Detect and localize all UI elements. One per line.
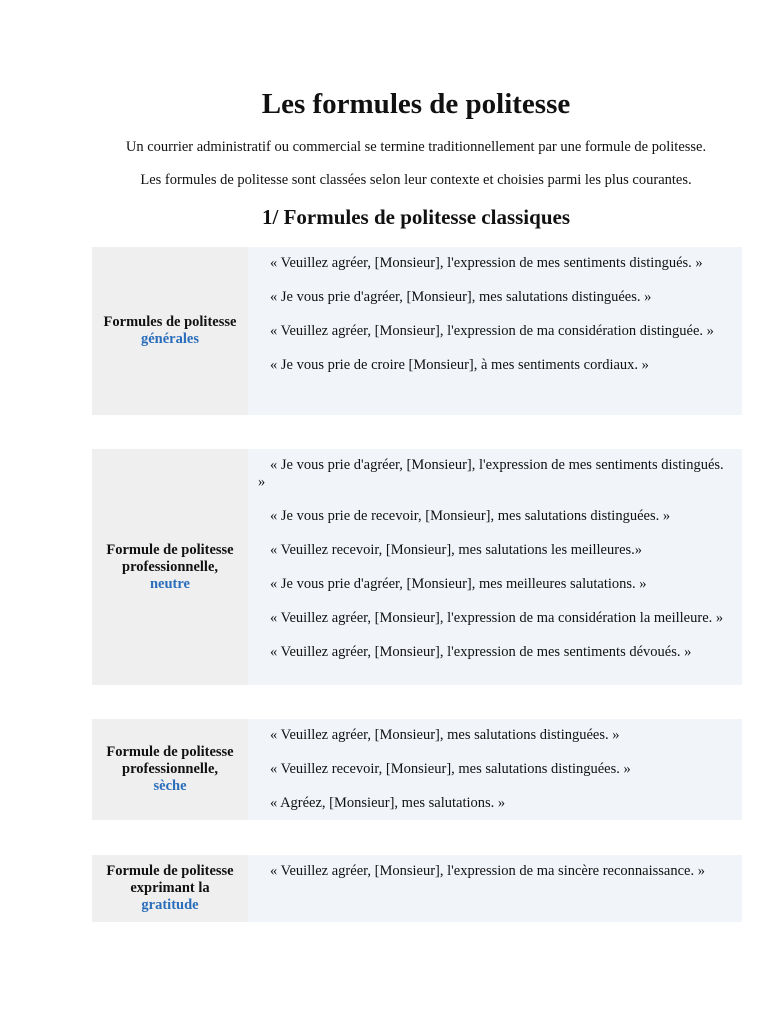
formula-item: « Je vous prie de croire [Monsieur], à mes sentiments cordiaux. »: [270, 357, 649, 373]
formulas-list: [248, 855, 742, 922]
formula-block-gratitude: [92, 855, 742, 922]
block-label-accent: générales: [141, 331, 199, 347]
formula-item: « Veuillez agréer, [Monsieur], l'expression de ma considération la meilleure. »: [270, 610, 724, 626]
block-label-main: Formule de politesse professionnelle,: [106, 541, 234, 575]
block-label-accent: neutre: [149, 575, 190, 592]
formula-item: « Veuillez agréer, [Monsieur], l'expression de mes sentiments distingués. »: [270, 255, 703, 271]
block-label-main: Formule de politesse professionnelle,: [106, 744, 234, 777]
block-label: [92, 719, 248, 820]
formula-item: « Veuillez recevoir, [Monsieur], mes salutations distinguées. »: [270, 761, 631, 777]
title-wrap: [0, 84, 768, 124]
formula-item: « Je vous prie de recevoir, [Monsieur], mes salutations distinguées. »: [270, 508, 671, 524]
formulas-list: [248, 247, 742, 415]
block-label: [92, 855, 248, 922]
block-label: [92, 449, 248, 685]
formula-item: « Veuillez agréer, [Monsieur], l'expression de mes sentiments dévoués. »: [270, 644, 692, 660]
intro-paragraph-1: Un courrier administratif ou commercial se termine traditionnellement par une formule de politesse.: [125, 139, 707, 155]
formula-item: « Je vous prie d'agréer, [Monsieur], mes meilleures salutations. »: [270, 576, 647, 592]
formula-item: « Veuillez agréer, [Monsieur], mes salutations distinguées. »: [270, 727, 620, 743]
block-label: [92, 247, 248, 415]
section-heading: 1/ Formules de politesse classiques: [262, 205, 570, 229]
formula-item: « Veuillez agréer, [Monsieur], l'expression de ma sincère reconnaissance. »: [270, 863, 705, 879]
formulas-list: [248, 719, 742, 820]
block-label-main: Formule de politesse exprimant la: [106, 863, 234, 896]
block-label-main: Formules de politesse: [103, 314, 237, 330]
formula-item: « Je vous prie d'agréer, [Monsieur], l'expression de mes sentiments distingués. »: [258, 457, 724, 490]
block-label-text: [100, 314, 240, 348]
formula-item: « Veuillez agréer, [Monsieur], l'expression de ma considération distinguée. »: [270, 323, 714, 339]
block-label-accent: gratitude: [141, 897, 199, 913]
formula-block-neutre: [92, 449, 742, 685]
block-label-accent: sèche: [153, 778, 187, 794]
formula-block-generales: [92, 247, 742, 415]
formula-item: « Je vous prie d'agréer, [Monsieur], mes salutations distinguées. »: [270, 289, 652, 305]
formula-block-seche: [92, 719, 742, 820]
block-label-text: [100, 863, 240, 914]
block-label-text: [100, 542, 240, 593]
block-label-text: [100, 744, 240, 795]
formulas-list: [248, 449, 742, 685]
formula-item: « Agréez, [Monsieur], mes salutations. »: [270, 795, 506, 811]
page-title: Les formules de politesse: [261, 88, 571, 120]
intro-paragraph-2: Les formules de politesse sont classées selon leur contexte et choisies parmi les plus courantes.: [140, 172, 692, 188]
formula-item: « Veuillez recevoir, [Monsieur], mes salutations les meilleures.»: [270, 542, 643, 558]
